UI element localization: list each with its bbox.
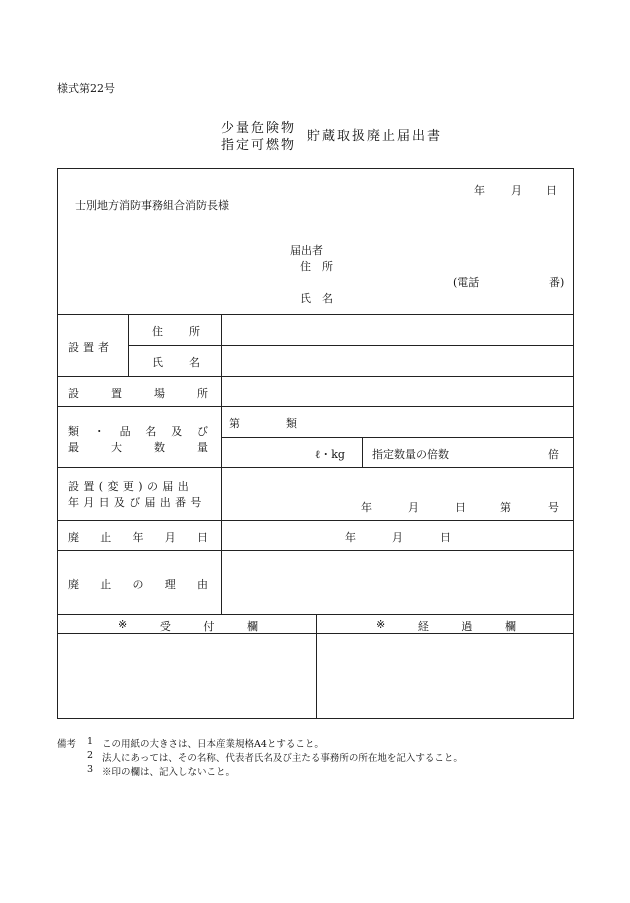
kind-label-line2: 最 大 数 量 <box>68 441 208 454</box>
notes-heading: 備考 <box>57 739 77 750</box>
notification-month[interactable]: 月 <box>408 501 419 514</box>
notification-no-prefix[interactable]: 第 <box>500 501 511 514</box>
vrule-bottom <box>316 614 317 719</box>
rule-kind-bottom <box>57 467 574 468</box>
note-1-number: 1 <box>87 736 94 747</box>
location-label: 設 置 場 所 <box>68 387 208 400</box>
kind-ordinal[interactable]: 第 <box>229 417 240 430</box>
phone-close[interactable]: 番) <box>549 276 565 289</box>
kind-class[interactable]: 類 <box>286 417 297 430</box>
date-day: 日 <box>546 184 557 197</box>
multiple-label: 指定数量の倍数 <box>372 448 449 461</box>
notification-label-line2: 年月日及び届出番号 <box>68 496 206 509</box>
notifier-address-label[interactable]: 住 所 <box>300 260 333 273</box>
reception-header: ※ 受 付 欄 <box>118 618 258 633</box>
quantity-unit[interactable]: ℓ・kg <box>315 448 345 461</box>
abolition-reason-field[interactable] <box>222 551 573 613</box>
form-number: 様式第22号 <box>57 82 115 95</box>
addressee: 士別地方消防事務組合消防長様 <box>75 199 229 212</box>
notification-year[interactable]: 年 <box>361 501 372 514</box>
abolition-date-label: 廃 止 年 月 日 <box>68 531 208 544</box>
note-2-text: 法人にあっては、その名称、代表者氏名及び主たる事務所の所在地を記入すること。 <box>102 753 463 764</box>
installer-address-field[interactable] <box>222 315 573 345</box>
rule-notification-bottom <box>57 520 574 521</box>
abolition-year[interactable]: 年 <box>345 531 356 544</box>
rule-kind-mid <box>221 437 574 438</box>
progress-header: ※ 経 過 欄 <box>376 618 516 633</box>
note-3-text: ※印の欄は、記入しないこと。 <box>102 767 236 778</box>
date-month: 月 <box>511 184 522 197</box>
notifier-name-label[interactable]: 氏 名 <box>300 292 333 305</box>
installer-label: 設置者 <box>68 341 113 354</box>
installer-name-label: 氏 名 <box>152 356 200 369</box>
notification-label-line1: 設置(変更)の届出 <box>68 480 194 493</box>
title-suffix: 貯蔵取扱廃止届出書 <box>307 129 443 144</box>
date-year: 年 <box>474 184 485 197</box>
title-line1: 少量危険物 <box>221 121 297 136</box>
multiple-unit[interactable]: 倍 <box>548 448 559 461</box>
location-field[interactable] <box>222 377 573 406</box>
vrule-multiple <box>362 437 363 467</box>
vrule-installer <box>128 314 129 376</box>
phone-open[interactable]: (電話 <box>453 276 480 289</box>
installer-address-label: 住 所 <box>152 325 200 338</box>
abolition-month[interactable]: 月 <box>392 531 403 544</box>
installer-name-field[interactable] <box>222 346 573 376</box>
notification-no-suffix[interactable]: 号 <box>548 501 559 514</box>
note-3-number: 3 <box>87 764 94 775</box>
notifier-label[interactable]: 届出者 <box>290 244 323 257</box>
kind-label-line1: 類 ・ 品 名 及 び <box>68 425 208 438</box>
note-2-number: 2 <box>87 750 94 761</box>
title-line2: 指定可燃物 <box>221 138 297 153</box>
abolition-reason-label: 廃 止 の 理 由 <box>68 578 208 591</box>
note-1-text: この用紙の大きさは、日本産業規格A4とすること。 <box>102 739 324 750</box>
abolition-day[interactable]: 日 <box>440 531 451 544</box>
rule-location-bottom <box>57 406 574 407</box>
notification-day[interactable]: 日 <box>455 501 466 514</box>
